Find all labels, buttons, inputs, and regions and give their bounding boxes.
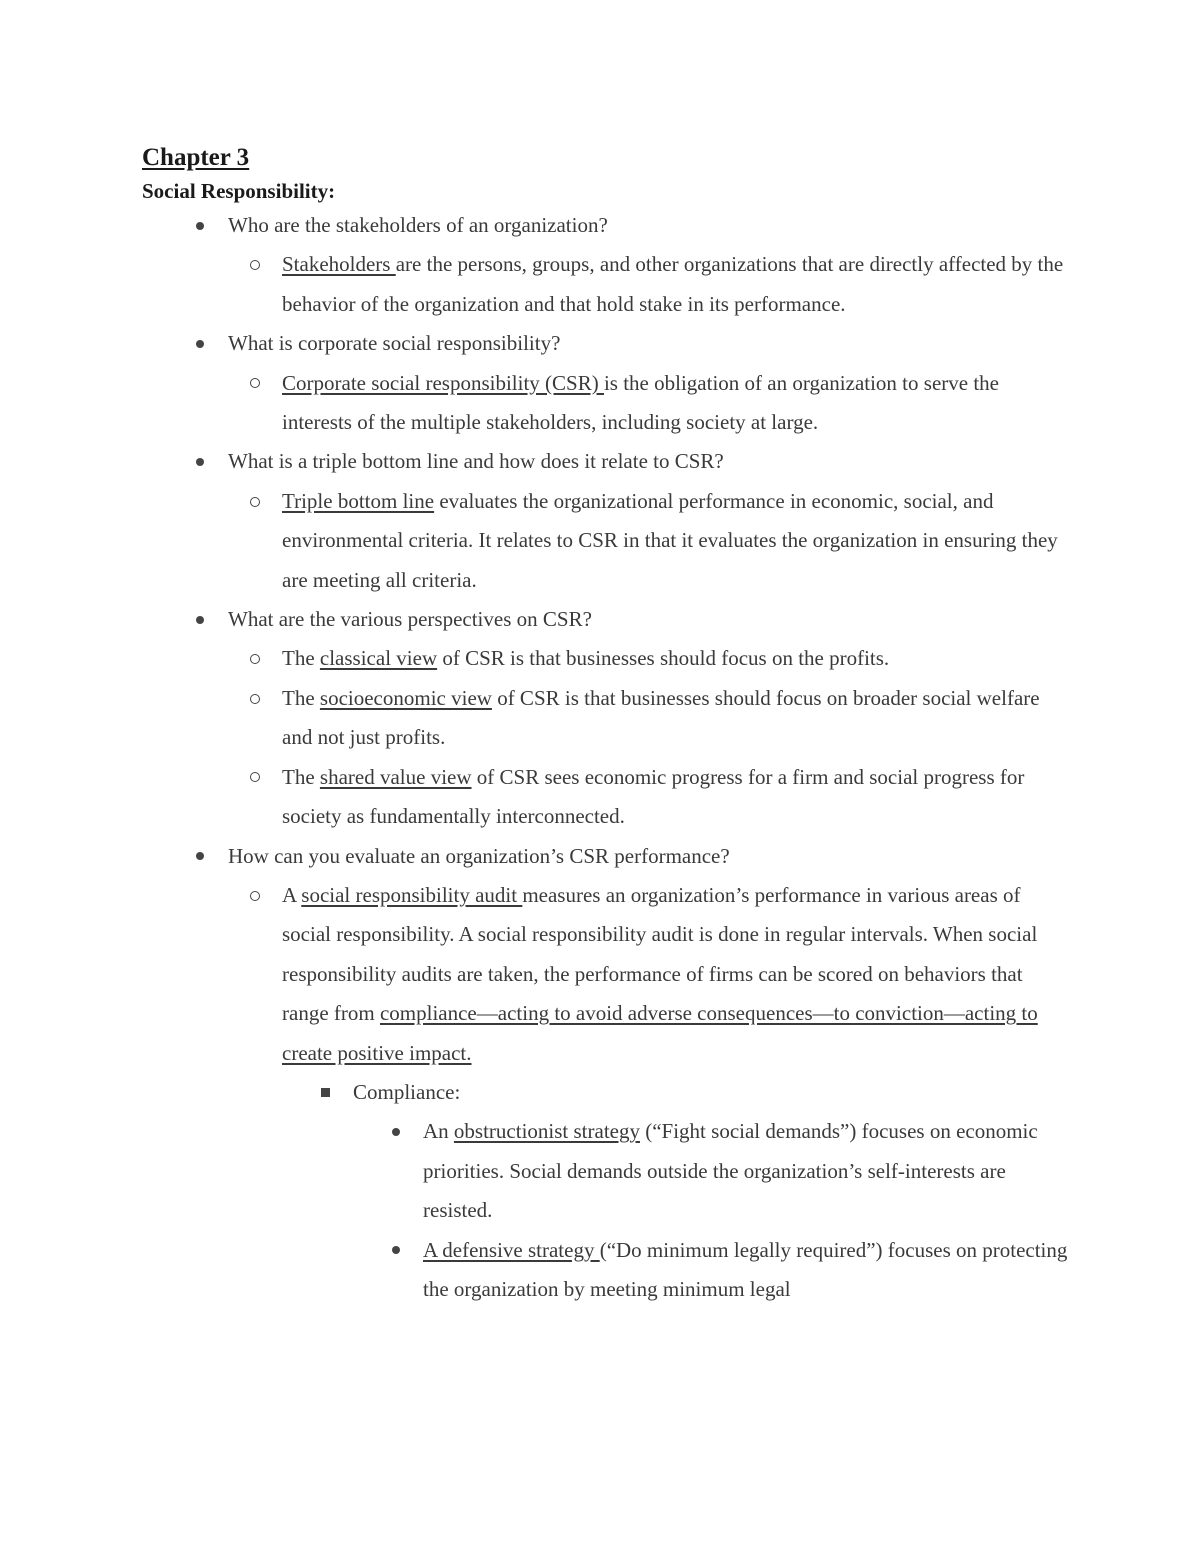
filled-bullet-icon [190, 837, 210, 876]
term-classical-view: classical view [319, 646, 438, 671]
square-bullet-icon [315, 1073, 335, 1112]
term-shared-value-view: shared value view [319, 764, 472, 789]
answer-text: evaluates the organizational performance in economic, social, and environmental criteria. It relates to CSR in that it evaluates the organization in ensuring they are meeting all criteria. [282, 488, 1058, 592]
question-csr [142, 324, 1072, 363]
strategy-obstructionist [142, 1112, 1072, 1230]
filled-bullet-icon [190, 442, 210, 481]
question-text: How can you evaluate an organization’s CSR performance? [228, 843, 730, 868]
term-socioeconomic-view: socioeconomic view [319, 685, 492, 710]
hollow-bullet-icon [245, 364, 265, 403]
question-triple-bottom-line [142, 442, 1072, 481]
term-obstructionist-strategy: obstructionist strategy [453, 1119, 640, 1144]
term-compliance-to-conviction: compliance—acting to avoid adverse consequences—to conviction—acting to create positive impact. [282, 1001, 1038, 1065]
answer-stakeholders [142, 245, 1072, 324]
question-stakeholders [142, 206, 1072, 245]
answer-social-responsibility-audit [142, 876, 1072, 1073]
filled-bullet-icon [190, 324, 210, 363]
answer-socioeconomic-view [142, 679, 1072, 758]
strategy-defensive [142, 1231, 1072, 1310]
strategy-prefix: An [423, 1119, 454, 1144]
answer-text: of CSR is that businesses should focus on broader social welfare and not just profits. [282, 685, 1040, 750]
term-triple-bottom-line: Triple bottom line [282, 488, 435, 513]
answer-triple-bottom-line [142, 482, 1072, 600]
answer-text: of CSR sees economic progress for a firm and social progress for society as fundamentally interconnected. [282, 764, 1025, 829]
document-body [142, 140, 1072, 1309]
answer-text: are the persons, groups, and other organizations that are directly affected by the behavior of the organization and that hold stake in its performance. [282, 252, 1064, 316]
answer-csr [142, 364, 1072, 443]
answer-text: measures an organization’s performance in various areas of social responsibility. A social responsibility audit is done in regular intervals. When social responsibility audits are taken, the performance of firms can be scored on behaviors that range from [282, 882, 1038, 1026]
question-text: What is a triple bottom line and how does it relate to CSR? [228, 449, 724, 474]
hollow-bullet-icon [245, 758, 265, 797]
section-heading: Social Responsibility: [142, 179, 336, 203]
answer-text: is the obligation of an organization to serve the interests of the multiple stakeholders, including society at large. [282, 370, 999, 435]
filled-bullet-icon [190, 206, 210, 245]
hollow-bullet-icon [245, 245, 265, 284]
filled-bullet-icon [386, 1231, 406, 1270]
term-social-responsibility-audit: social responsibility audit [301, 882, 523, 907]
hollow-bullet-icon [245, 679, 265, 718]
answer-prefix: The [282, 764, 320, 789]
strategy-text: (“Fight social demands”) focuses on economic priorities. Social demands outside the organization’s self-interests are resisted. [423, 1119, 1038, 1223]
question-text: Who are the stakeholders of an organization? [228, 213, 608, 237]
hollow-bullet-icon [245, 639, 265, 678]
strategy-text: (“Do minimum legally required”) focuses on protecting the organization by meeting minimum legal [423, 1237, 1068, 1301]
filled-bullet-icon [386, 1112, 406, 1151]
answer-classical-view [142, 639, 1072, 678]
hollow-bullet-icon [245, 482, 265, 521]
answer-prefix: The [282, 646, 320, 671]
answer-text: of CSR is that businesses should focus on the profits. [437, 646, 890, 671]
answer-prefix: A [282, 882, 302, 907]
hollow-bullet-icon [245, 876, 265, 915]
term-csr: Corporate social responsibility (CSR) [282, 370, 604, 395]
answer-prefix: The [282, 685, 320, 710]
question-text: What is corporate social responsibility? [228, 331, 561, 356]
question-text: What are the various perspectives on CSR? [228, 607, 592, 632]
chapter-title: Chapter 3 [142, 144, 250, 171]
compliance-label: Compliance: [353, 1079, 461, 1104]
filled-bullet-icon [190, 600, 210, 639]
question-perspectives [142, 600, 1072, 639]
compliance-heading [142, 1073, 1072, 1112]
term-stakeholders: Stakeholders [282, 252, 396, 277]
question-evaluate-csr [142, 837, 1072, 876]
answer-shared-value-view [142, 758, 1072, 837]
term-defensive-strategy: A defensive strategy [423, 1237, 600, 1262]
